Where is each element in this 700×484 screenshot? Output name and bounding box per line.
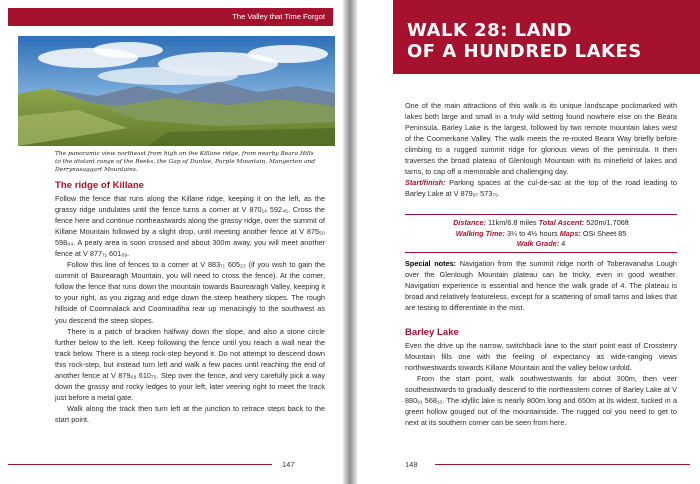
special-notes-label: Special notes: [405,259,457,268]
section-heading-barley-lake: Barley Lake [405,327,459,338]
mountain-panorama-photo [18,36,335,146]
walk-title-line-1: WALK 28: LAND [407,20,573,41]
paragraph: Walk along the track then turn left at the junction to retrace steps back to the start point. [55,403,325,424]
photo-caption: The panoramic view northeast from high on the Killane ridge, from nearby Beara Hills to the distant range of the Reeks, the Gap of Dunloe, Purple Mountain, Mangerton and Derrynasaggart Mountains. [55,151,316,173]
right-page [357,0,700,484]
intro-paragraph: One of the main attractions of this walk is its unique landscape pockmarked with lakes both large and small in a truly wild setting found nowhere else on the Beara Peninsula. Barley Lake is the largest, followed by two remote mountain lakes west of the Coomerkane Valley. The walk meets the re-routed Beara Way briefly before climbing to a rugged summit ridge for glorious views of the peninsula. It then traverses the broad plateau of Glenlough Mountain with its minefield of lakes and tarns, to cap off a memorable and challenging day. [405,101,677,177]
book-gutter [343,0,357,484]
paragraph: Follow the fence that runs along the Killane ridge, keeping it on the left, as the grassy ridge undulates until the fence turns a corner at V 870₁₄ 592₄₅. Cross the fence here and continue northeastwards along the grassy ridge, over the summit of Killane Mountain followed by a slight drop, until meeting another fence at V 875₅₀ 598₈₄. A peaty area is soon crossed and about 300m away, you will meet another fence at V 877₇₁ 601₀₉. [55,194,325,259]
walk-title-line-2: OF A HUNDRED LAKES [407,41,642,62]
right-body-text [405,340,677,428]
maps-label: Maps: [559,228,581,238]
start-finish-text: Parking spaces at the cul-de-sac at the top of the road leading to Barley Lake at V 879₉₇ 573₇₅. [405,178,677,199]
walking-time-value: 3¼ to 4½ hours [506,228,558,238]
ascent-label: Total Ascent: [538,218,585,227]
walk-grade-value: 4 [561,239,566,248]
start-finish-label: Start/finish: [405,178,446,188]
running-header: The Valley that Time Forgot [8,8,333,26]
walking-time-label: Walking Time: [455,228,505,238]
walk-stats-box [405,214,677,253]
page-number: 147 [282,460,295,469]
paragraph: From the start point, walk southwestwards for about 300m, then veer southeastwards to gradually descend to the northeastern corner of Barley Lake at V 880₉₁ 568₁₃. The idyllic lake is nearly 800m long and 650m at its widest, tucked in a green hollow gouged out of the mountainside. The rugged col you need to get to next at its southern corner can be seen from here. [405,374,677,428]
special-notes [405,258,677,313]
walk-title-banner [393,0,700,74]
paragraph: Follow this line of fences to a corner at V 883₇₁ 605₂₃ (if you wish to gain the summit of Baurearagh Mountain, you will need to cross the fence). At the corner, follow the fence that runs down the mountain towards Baurearagh Valley, keeping it to your right, as you zigzag and edge down the steep heathery slopes. The rough hillside of Coomnalack and Coomnadiha rear up menacingly to the southwest as you descend the steep slopes. [55,260,325,325]
left-body-text [55,193,325,425]
walk-intro [405,100,677,199]
paragraph: Even the drive up the narrow, switchback lane to the start point east of Crossterry Mountain fills one with the feeling of expectancy as wide-ranging views northwestwards towards Killane Mountain and the valley below unfold. [405,341,677,373]
left-page [0,0,343,484]
distance-label: Distance: [453,218,486,227]
maps-value: OSi Sheet 85 [582,228,627,238]
page-number: 148 [405,460,418,469]
walk-grade-label: Walk Grade: [516,239,560,248]
ascent-value: 520m/1,706ft [586,218,629,227]
footer-rule [8,464,272,465]
special-notes-text: Navigation from the summit ridge north of Toberavanaha Lough over the Glenlough Mountain plateau can be tricky, even in good weather. Navigation experience is essential and hence the walk grade of 4. The plateau is broad and relatively featureless, except for a scattering of small tarns and lakes that are testing to differentiate in the mist. [405,259,677,313]
section-heading-killane: The ridge of Killane [55,180,145,191]
distance-value: 11km/6.8 miles [488,218,537,227]
footer-rule [435,464,690,465]
paragraph: There is a patch of bracken halfway down the slope, and also a stone circle further below to the left. Keep following the fence until you reach a wall near the track below. There is a steep rock-step beyond it. Do not attempt to descend down this rock-step, but instead turn left and walk a few paces until reaching the end of another fence at V 879₆₈ 610₇₅. Step over the fence, and very carefully pick a way down the grassy and rocky ledges to your left, later veering right to meet the track just before a metal gate. [55,326,325,402]
